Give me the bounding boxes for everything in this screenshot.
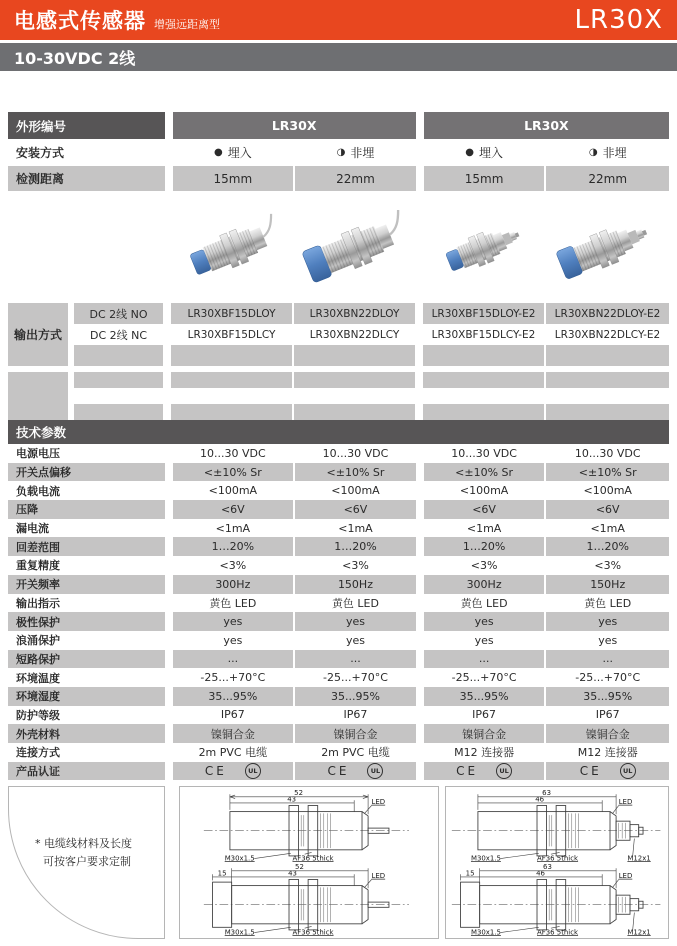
- spec-value: 10...30 VDC: [451, 446, 517, 460]
- spec-value: 2m PVC 电缆: [321, 746, 390, 760]
- voltage-bar-label: 10-30VDC 2线: [14, 48, 136, 68]
- ul-mark-icon: [367, 763, 383, 779]
- empty-cell: [546, 372, 669, 388]
- selection-header-row: [8, 112, 669, 139]
- svg-text:63: 63: [542, 789, 551, 798]
- bottom-section: [8, 786, 669, 939]
- spec-value: yes: [223, 633, 243, 647]
- empty-cell: [74, 404, 163, 420]
- ul-mark-text: UL: [248, 767, 258, 776]
- svg-text:LED: LED: [371, 872, 386, 881]
- ul-mark-text: UL: [370, 767, 381, 776]
- output-label: 输出方式: [8, 303, 68, 366]
- ul-mark-text: UL: [622, 767, 633, 776]
- spec-value: IP67: [595, 708, 620, 722]
- ul-mark-text: UL: [499, 767, 509, 776]
- svg-text:M30x1.5: M30x1.5: [470, 928, 501, 937]
- spec-row: [8, 537, 669, 556]
- spec-value: <3%: [470, 558, 498, 572]
- spec-value: 黄色 LED: [584, 596, 632, 610]
- spec-value: <3%: [219, 558, 247, 572]
- model-cell: LR30XBN22DLOY-E2: [546, 303, 669, 324]
- dimension-drawing-connector-nonflush: [447, 863, 667, 936]
- spec-value: <3%: [594, 558, 622, 572]
- non-flush-icon: ◑: [588, 147, 598, 158]
- model-cell: LR30XBN22DLCY: [309, 328, 400, 341]
- empty-cell: [423, 404, 544, 420]
- spec-value: ...: [173, 650, 294, 669]
- model-cell: LR30XBF15DLCY: [187, 328, 276, 341]
- model-cell: LR30XBF15DLCY-E2: [431, 328, 536, 341]
- dimension-drawing-cable-nonflush: [184, 863, 434, 936]
- ul-mark-icon: [496, 763, 512, 779]
- svg-text:M30x1.5: M30x1.5: [224, 854, 255, 863]
- model-cell: LR30XBN22DLOY: [294, 303, 415, 324]
- spec-row: [8, 519, 669, 538]
- spec-label: 开关频率: [8, 575, 165, 594]
- spec-value: -25...+70°C: [200, 671, 266, 685]
- spec-value: yes: [598, 633, 618, 647]
- output-type: DC 2线 NO: [74, 303, 163, 324]
- spec-value: 150Hz: [546, 575, 669, 594]
- specs-title: 技术参数: [16, 425, 67, 440]
- spec-value: <3%: [342, 558, 369, 572]
- spec-value: ...: [546, 650, 669, 669]
- svg-text:LED: LED: [371, 798, 386, 807]
- spec-label: 外壳材料: [8, 724, 165, 743]
- spec-value: 黄色 LED: [331, 596, 379, 610]
- page-title: 电感式传感器: [14, 9, 146, 33]
- output-row-empty: [74, 388, 669, 404]
- distance-cell: 22mm: [295, 166, 416, 191]
- distance-label: 检测距离: [8, 166, 165, 191]
- spec-value: <6V: [546, 500, 669, 519]
- output-row-nc: [74, 324, 669, 345]
- spec-value: -25...+70°C: [575, 671, 641, 685]
- ce-mark-icon: CE: [204, 764, 227, 779]
- cable-note-box: [8, 786, 165, 939]
- spec-value: 35...95%: [295, 687, 416, 706]
- spec-row: [8, 724, 669, 743]
- spec-row: [8, 612, 669, 631]
- mount-text: 非埋: [602, 146, 627, 160]
- spec-label: 连接方式: [16, 746, 60, 760]
- product-photos-row: [8, 191, 669, 303]
- mount-text: 非埋: [350, 146, 375, 160]
- svg-text:AF36 5thick: AF36 5thick: [537, 928, 579, 937]
- non-flush-icon: ◑: [336, 147, 346, 158]
- spec-value: <1mA: [590, 521, 625, 535]
- spec-value: 10...30 VDC: [322, 446, 389, 460]
- cert-cell: [173, 762, 294, 781]
- spec-value: <1mA: [338, 521, 373, 535]
- voltage-bar: [0, 43, 677, 71]
- spec-value: yes: [173, 612, 294, 631]
- svg-text:52: 52: [294, 789, 303, 798]
- empty-cell: [546, 345, 669, 366]
- svg-text:AF36 5thick: AF36 5thick: [292, 928, 334, 937]
- spec-value: <1mA: [466, 521, 502, 535]
- spec-value: <100mA: [583, 484, 632, 498]
- svg-text:M12x1: M12x1: [627, 928, 651, 937]
- spec-label: 漏电流: [16, 522, 49, 536]
- empty-cell: [423, 372, 544, 388]
- distance-cell: 15mm: [424, 166, 545, 191]
- spec-row: [8, 575, 669, 594]
- empty-cell: [171, 404, 292, 420]
- spec-value: -25...+70°C: [451, 671, 517, 685]
- spec-value: M12 连接器: [454, 746, 515, 760]
- svg-text:46: 46: [536, 869, 545, 878]
- spec-value: 300Hz: [173, 575, 294, 594]
- ce-mark-icon: CE: [327, 764, 350, 779]
- spec-label: 开关点偏移: [8, 463, 165, 482]
- dimension-drawing-cable-flush: [184, 789, 434, 862]
- mount-text: 埋入: [227, 146, 252, 160]
- spec-value: 1…20%: [295, 537, 416, 556]
- spec-value: yes: [424, 612, 545, 631]
- spec-value: <±10% Sr: [424, 463, 545, 482]
- spec-value: yes: [295, 612, 416, 631]
- spec-value: 35...95%: [173, 687, 294, 706]
- svg-text:AF36 5thick: AF36 5thick: [537, 854, 579, 863]
- spec-row: [8, 706, 669, 725]
- group-header-1: LR30X: [173, 112, 416, 139]
- flush-icon: ●: [465, 147, 474, 158]
- spec-value: 镍铜合金: [173, 724, 294, 743]
- spec-row: [8, 631, 669, 650]
- empty-cell: [294, 372, 415, 388]
- spec-value: yes: [345, 633, 365, 647]
- product-photo-flush-connector: [427, 200, 546, 294]
- spec-value: 镍铜合金: [546, 724, 669, 743]
- ce-mark-icon: CE: [579, 764, 602, 779]
- output-row-empty: [74, 345, 669, 366]
- cert-cell: [424, 762, 545, 781]
- spec-value: 黄色 LED: [209, 596, 257, 610]
- cert-cell: [295, 762, 416, 781]
- spec-label: 浪涌保护: [16, 634, 60, 648]
- empty-cell: [294, 345, 415, 366]
- cert-cell: [546, 762, 669, 781]
- spec-value: 镍铜合金: [295, 724, 416, 743]
- svg-text:46: 46: [535, 795, 545, 804]
- spec-row: [8, 687, 669, 706]
- shape-code-header: 外形编号: [8, 112, 165, 139]
- spec-label: 输出指示: [16, 596, 60, 610]
- svg-text:M12x1: M12x1: [627, 854, 651, 863]
- ce-mark-icon: CE: [456, 764, 479, 779]
- product-photo-flush-cable: [178, 197, 297, 297]
- output-row-empty: [74, 372, 669, 388]
- spec-value: ...: [424, 650, 545, 669]
- spec-row: [8, 668, 669, 687]
- spec-value: yes: [546, 612, 669, 631]
- model-cell: LR30XBF15DLOY-E2: [423, 303, 544, 324]
- spec-value: 300Hz: [424, 575, 545, 594]
- spec-value: <±10% Sr: [295, 463, 416, 482]
- svg-text:63: 63: [543, 863, 552, 872]
- spec-label: 重复精度: [16, 559, 60, 573]
- spec-label: 电源电压: [16, 447, 60, 461]
- spec-row: [8, 481, 669, 500]
- spec-value: 35...95%: [424, 687, 545, 706]
- spec-value: IP67: [343, 708, 368, 722]
- spec-value: yes: [474, 633, 494, 647]
- output-label-empty: [8, 372, 68, 420]
- specs-header: [8, 420, 669, 444]
- spec-value: <1mA: [215, 521, 251, 535]
- spec-row: [8, 743, 669, 762]
- spec-value: 1…20%: [546, 537, 669, 556]
- mount-text: 埋入: [478, 146, 503, 160]
- spec-value: <6V: [173, 500, 294, 519]
- spec-label: 回差范围: [8, 537, 165, 556]
- dimension-drawing-connector-flush: [447, 789, 667, 862]
- svg-text:M30x1.5: M30x1.5: [224, 928, 255, 937]
- model-cell: LR30XBF15DLOY: [171, 303, 292, 324]
- spec-row: [8, 556, 669, 575]
- spec-value: 35...95%: [546, 687, 669, 706]
- spec-label: 环境温度: [16, 671, 60, 685]
- spec-label: 短路保护: [8, 650, 165, 669]
- product-photo-nonflush-connector: [548, 197, 669, 297]
- spec-row: [8, 500, 669, 519]
- svg-text:43: 43: [287, 795, 297, 804]
- note-line-2: 可按客户要求定制: [43, 854, 131, 868]
- output-type: DC 2线 NC: [89, 328, 148, 342]
- spec-value: <100mA: [208, 484, 258, 498]
- mount-cell: [295, 139, 416, 166]
- note-line-1: * 电缆线材料及长度: [35, 837, 132, 851]
- spec-value: 1…20%: [173, 537, 294, 556]
- empty-cell: [171, 372, 292, 388]
- mount-cell: [546, 139, 669, 166]
- spec-value: 10...30 VDC: [200, 446, 266, 460]
- spec-value: <6V: [424, 500, 545, 519]
- mount-cell: [424, 139, 545, 166]
- mount-label: 安装方式: [16, 146, 65, 160]
- spec-row: [8, 463, 669, 482]
- empty-cell: [546, 404, 669, 420]
- empty-cell: [171, 345, 292, 366]
- ul-mark-icon: [620, 763, 636, 779]
- spec-value: <100mA: [459, 484, 509, 498]
- model-code: LR30X: [574, 5, 663, 35]
- output-row-empty: [74, 404, 669, 420]
- spec-value: <±10% Sr: [546, 463, 669, 482]
- spec-value: <100mA: [331, 484, 380, 498]
- page-header: [0, 0, 677, 40]
- spec-value: 2m PVC 电缆: [198, 746, 268, 760]
- spec-label: 压降: [8, 500, 165, 519]
- page-subtitle: 增强远距离型: [154, 18, 220, 31]
- spec-value: 1…20%: [424, 537, 545, 556]
- cert-row: [8, 762, 669, 781]
- svg-text:52: 52: [295, 863, 304, 872]
- product-photo-nonflush-cable: [300, 195, 419, 299]
- cert-label: 产品认证: [8, 762, 165, 781]
- distance-cell: 15mm: [173, 166, 294, 191]
- group-header-2: LR30X: [424, 112, 669, 139]
- spec-value: M12 连接器: [577, 746, 638, 760]
- svg-text:15: 15: [465, 869, 475, 878]
- distance-cell: 22mm: [546, 166, 669, 191]
- spec-label: 负载电流: [16, 484, 60, 498]
- spec-value: -25...+70°C: [323, 671, 388, 685]
- output-section-extra: [8, 372, 669, 420]
- spec-value: 镍铜合金: [424, 724, 545, 743]
- spec-value: <±10% Sr: [173, 463, 294, 482]
- spec-value: <6V: [295, 500, 416, 519]
- cable-drawings-box: [179, 786, 439, 939]
- spec-value: IP67: [220, 708, 245, 722]
- svg-text:43: 43: [288, 869, 297, 878]
- spec-value: 150Hz: [295, 575, 416, 594]
- empty-cell: [74, 345, 163, 366]
- flush-icon: ●: [213, 147, 223, 158]
- spec-label: 环境湿度: [8, 687, 165, 706]
- spec-row: [8, 594, 669, 613]
- empty-cell: [74, 372, 163, 388]
- svg-text:15: 15: [217, 869, 227, 878]
- empty-cell: [294, 404, 415, 420]
- spec-value: 10...30 VDC: [574, 446, 641, 460]
- svg-text:AF36 5thick: AF36 5thick: [292, 854, 334, 863]
- spec-label: 极性保护: [8, 612, 165, 631]
- svg-text:LED: LED: [618, 872, 633, 881]
- model-cell: LR30XBN22DLCY-E2: [554, 328, 661, 341]
- spec-value: 黄色 LED: [460, 596, 508, 610]
- spec-value: IP67: [472, 708, 497, 722]
- connector-drawings-box: [445, 786, 669, 939]
- svg-text:M30x1.5: M30x1.5: [470, 854, 501, 863]
- mount-cell: [173, 139, 294, 166]
- spec-value: ...: [295, 650, 416, 669]
- svg-text:LED: LED: [618, 798, 633, 807]
- spec-row: [8, 650, 669, 669]
- ul-mark-icon: [245, 763, 261, 779]
- spec-row: [8, 444, 669, 463]
- distance-row: [8, 166, 669, 191]
- empty-cell: [423, 345, 544, 366]
- mount-row: [8, 139, 669, 166]
- output-section: [8, 303, 669, 366]
- output-row-no: [74, 303, 669, 324]
- spec-label: 防护等级: [16, 708, 60, 722]
